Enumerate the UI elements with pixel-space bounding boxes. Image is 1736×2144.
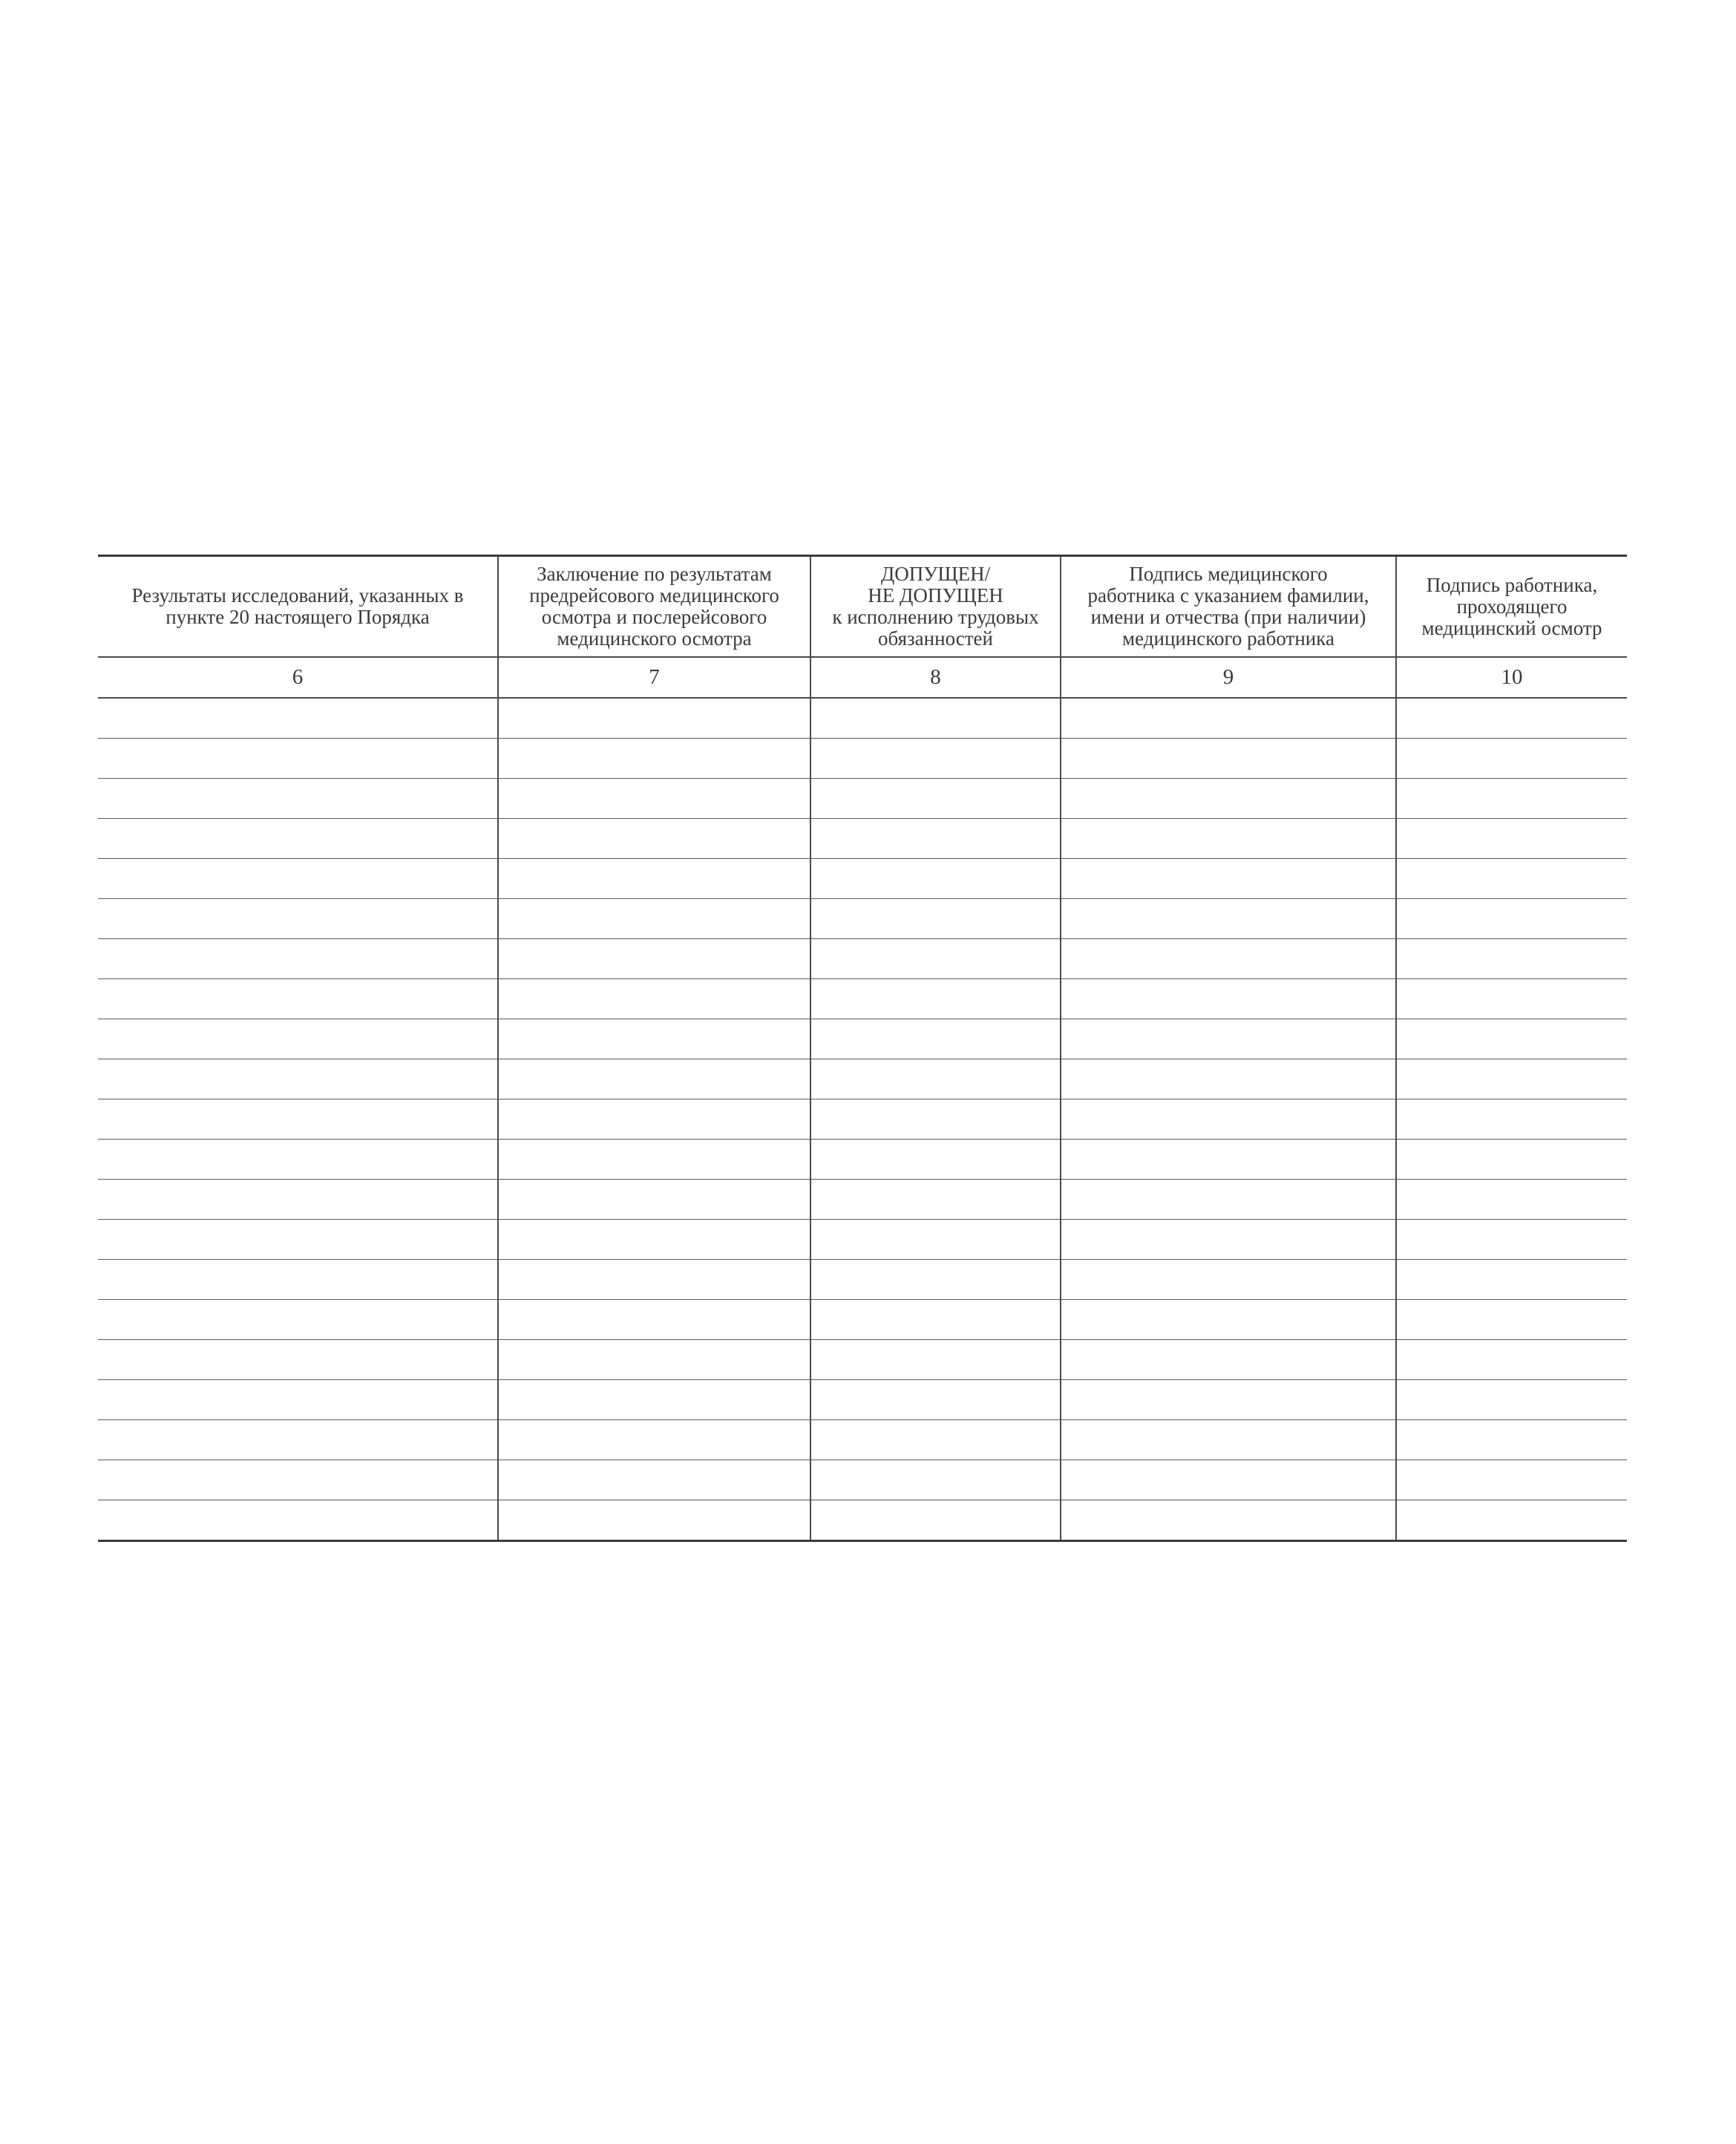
table-cell[interactable] [98,1460,498,1500]
table-cell[interactable] [98,1420,498,1460]
table-cell[interactable] [98,1260,498,1300]
table-cell[interactable] [1061,1380,1396,1420]
table-cell[interactable] [810,1260,1061,1300]
table-cell[interactable] [810,899,1061,939]
table-row [98,779,1627,819]
table-cell[interactable] [1061,779,1396,819]
table-cell[interactable] [810,1099,1061,1140]
table-cell[interactable] [810,1340,1061,1380]
table-row [98,1340,1627,1380]
table-cell[interactable] [810,1180,1061,1220]
table-row [98,739,1627,779]
table-cell[interactable] [1396,1300,1627,1340]
table-cell[interactable] [1061,1019,1396,1059]
table-cell[interactable] [98,1059,498,1099]
header-line: ДОПУЩЕН/ [880,563,991,585]
table-row [98,819,1627,859]
table-cell[interactable] [98,1019,498,1059]
table-row [98,1140,1627,1180]
table-cell[interactable] [1396,739,1627,779]
table-cell[interactable] [498,819,810,859]
table-row [98,939,1627,979]
header-col-9 [1061,556,1396,658]
table-cell[interactable] [98,979,498,1019]
table-row [98,1500,1627,1541]
table-row [98,859,1627,899]
table-cell[interactable] [810,1420,1061,1460]
table-row [98,1180,1627,1220]
column-number-8: 8 [810,657,1061,698]
header-line: Результаты исследований, указанных в [131,584,464,607]
header-line: Подпись работника, [1426,573,1598,596]
table-cell[interactable] [98,899,498,939]
table-cell[interactable] [1061,1099,1396,1140]
table-cell[interactable] [1061,1340,1396,1380]
header-line: Подпись медицинского [1129,563,1328,585]
table-cell[interactable] [810,1019,1061,1059]
table-cell[interactable] [498,698,810,739]
table-cell[interactable] [498,1260,810,1300]
table-cell[interactable] [498,1180,810,1220]
table-cell[interactable] [1061,899,1396,939]
table-cell[interactable] [1396,979,1627,1019]
table-cell[interactable] [1061,859,1396,899]
table-cell[interactable] [1061,979,1396,1019]
table-cell[interactable] [498,859,810,899]
table-cell[interactable] [498,979,810,1019]
table-row [98,698,1627,739]
table-cell[interactable] [498,899,810,939]
table-row [98,1019,1627,1059]
table-cell[interactable] [98,1220,498,1260]
table-row [98,1380,1627,1420]
table-cell[interactable] [810,819,1061,859]
table-cell[interactable] [98,1300,498,1340]
table-cell[interactable] [1396,1099,1627,1140]
table-cell[interactable] [498,1059,810,1099]
table-cell[interactable] [1396,1260,1627,1300]
table-cell[interactable] [98,698,498,739]
table-cell[interactable] [98,819,498,859]
table-cell[interactable] [498,1300,810,1340]
table-cell[interactable] [810,859,1061,899]
table-cell[interactable] [810,779,1061,819]
column-number-row [98,657,1627,698]
header-line: медицинский осмотр [1421,616,1602,639]
header-line: медицинского осмотра [557,627,752,650]
table-cell[interactable] [498,1460,810,1500]
table-cell[interactable] [1396,1220,1627,1260]
table-cell[interactable] [1061,939,1396,979]
table-cell[interactable] [98,1500,498,1541]
table-cell[interactable] [810,1220,1061,1260]
column-number-6: 6 [98,657,498,698]
header-line: медицинского работника [1122,627,1334,650]
table-cell[interactable] [1061,1260,1396,1300]
table-cell[interactable] [1061,1180,1396,1220]
table-cell[interactable] [810,939,1061,979]
table-cell[interactable] [1396,779,1627,819]
table-cell[interactable] [98,1180,498,1220]
table-cell[interactable] [1061,1300,1396,1340]
table-cell[interactable] [810,1500,1061,1541]
table-cell[interactable] [498,1500,810,1541]
table-cell[interactable] [810,979,1061,1019]
table-cell[interactable] [498,739,810,779]
header-col-8 [810,556,1061,658]
table-cell[interactable] [810,1300,1061,1340]
header-col-7 [498,556,810,658]
table-cell[interactable] [1061,819,1396,859]
table-cell[interactable] [1061,1460,1396,1500]
table-cell[interactable] [1396,819,1627,859]
table-cell[interactable] [98,739,498,779]
table-cell[interactable] [98,859,498,899]
table-cell[interactable] [1396,1059,1627,1099]
table-cell[interactable] [810,739,1061,779]
table-cell[interactable] [1396,899,1627,939]
table-row [98,1099,1627,1140]
table-cell[interactable] [498,1140,810,1180]
table-cell[interactable] [1396,859,1627,899]
table-cell[interactable] [498,1340,810,1380]
table-cell[interactable] [1061,698,1396,739]
table-cell[interactable] [1396,1460,1627,1500]
table-cell[interactable] [498,1019,810,1059]
table-cell[interactable] [98,1340,498,1380]
table-cell[interactable] [1396,1340,1627,1380]
table-cell[interactable] [498,1420,810,1460]
header-line: имени и отчества (при наличии) [1090,606,1366,628]
table-row [98,1220,1627,1260]
medical-exam-journal-table [98,555,1627,1542]
table-cell[interactable] [1396,1380,1627,1420]
table-cell[interactable] [498,1099,810,1140]
table-cell[interactable] [498,1220,810,1260]
header-line: обязанностей [878,627,993,650]
table-row [98,1460,1627,1500]
column-number-7: 7 [498,657,810,698]
table-cell[interactable] [498,1380,810,1420]
table-cell[interactable] [1396,1500,1627,1541]
header-line: осмотра и послерейсового [541,606,767,628]
table-row [98,1059,1627,1099]
header-line: к исполнению трудовых [832,606,1039,628]
table-cell[interactable] [1061,739,1396,779]
table-cell[interactable] [1061,1500,1396,1541]
table-cell[interactable] [1396,1180,1627,1220]
table-cell[interactable] [498,779,810,819]
header-col-6 [98,556,498,658]
table-cell[interactable] [1396,1140,1627,1180]
header-line: пункте 20 настоящего Порядка [166,606,430,628]
table-cell[interactable] [1061,1059,1396,1099]
header-row [98,556,1627,658]
table-cell[interactable] [1061,1140,1396,1180]
header-line: НЕ ДОПУЩЕН [868,584,1003,607]
table-body [98,698,1627,1541]
table-row [98,1260,1627,1300]
header-line: Заключение по результатам [537,563,772,585]
table-cell[interactable] [98,779,498,819]
table-cell[interactable] [98,1140,498,1180]
table-cell[interactable] [810,1380,1061,1420]
table-cell[interactable] [1396,1019,1627,1059]
table-cell[interactable] [498,939,810,979]
table-cell[interactable] [98,1099,498,1140]
table-cell[interactable] [1061,1220,1396,1260]
header-line: работника с указанием фамилии, [1087,584,1369,607]
table-row [98,899,1627,939]
table-cell[interactable] [1396,1420,1627,1460]
table-cell[interactable] [1396,939,1627,979]
table-row [98,1420,1627,1460]
column-number-9: 9 [1061,657,1396,698]
table-row [98,1300,1627,1340]
table-row [98,979,1627,1019]
header-line: предрейсового медицинского [529,584,779,607]
table-cell[interactable] [810,698,1061,739]
column-number-10: 10 [1396,657,1627,698]
table-cell[interactable] [1061,1420,1396,1460]
header-line: проходящего [1456,595,1568,618]
table-cell[interactable] [98,939,498,979]
table-cell[interactable] [98,1380,498,1420]
table-cell[interactable] [810,1140,1061,1180]
header-col-10 [1396,556,1627,658]
table-cell[interactable] [810,1460,1061,1500]
table-cell[interactable] [810,1059,1061,1099]
table-cell[interactable] [1396,698,1627,739]
